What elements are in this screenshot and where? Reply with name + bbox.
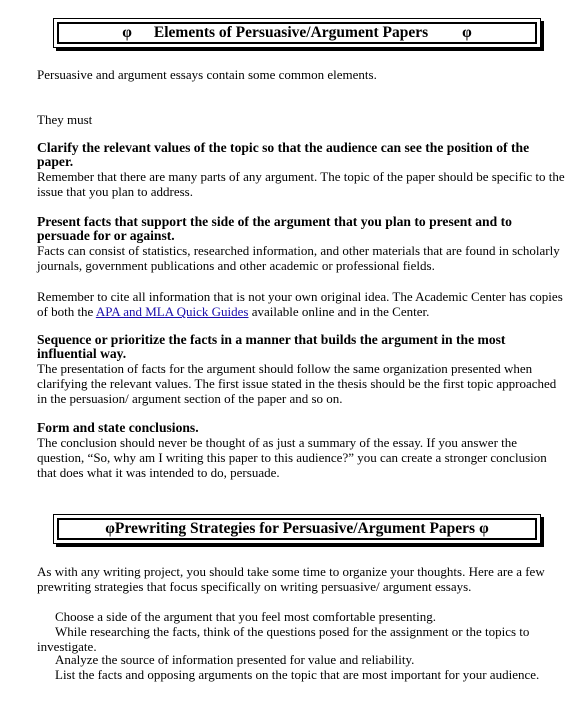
phi-symbol-left: φ bbox=[122, 24, 132, 41]
section-banner-prewriting bbox=[53, 514, 541, 544]
strategy-item bbox=[37, 624, 567, 654]
cite-text-before: Remember to cite all information that is not your own original idea. The Academic Center has copies of both the bbox=[37, 289, 563, 319]
strategy-text: Analyze the source of information presented for value and reliability. bbox=[55, 652, 415, 667]
intro-paragraph: Persuasive and argument essays contain some common elements. bbox=[37, 67, 377, 82]
section-body: The conclusion should never be thought of as just a summary of the essay. If you answer the question, “So, why am I writing this paper to this audience?” you can create a stronger conclusion that does what it was intended to do, persuade. bbox=[37, 435, 547, 480]
banner-title: Prewriting Strategies for Persuasive/Argument Papers bbox=[114, 520, 476, 537]
element-section bbox=[37, 333, 567, 406]
element-section bbox=[37, 215, 567, 273]
banner-frame bbox=[57, 518, 537, 540]
strategy-text: Choose a side of the argument that you feel most comfortable presenting. bbox=[55, 609, 436, 624]
apa-mla-guides-link[interactable]: APA and MLA Quick Guides bbox=[95, 304, 249, 319]
section-body: Facts can consist of statistics, researched information, and other materials that are found in scholarly journals, government publications and other academic or professional fields. bbox=[37, 243, 560, 273]
cite-paragraph bbox=[37, 289, 567, 319]
strategy-item bbox=[37, 652, 567, 667]
section-body: Remember that there are many parts of any argument. The topic of the paper should be specific to the issue that you plan to address. bbox=[37, 169, 565, 199]
phi-symbol-right: φ bbox=[479, 520, 489, 537]
section-body: The presentation of facts for the argument should follow the same organization presented when clarifying the relevant values. The first issue stated in the thesis should be the first topic approached in the persuasion/ argument section of the paper and so on. bbox=[37, 361, 557, 406]
prewriting-intro: As with any writing project, you should take some time to organize your thoughts. Here are a few prewriting strategies that focus specifically on writing persuasive/ argument essays. bbox=[37, 564, 545, 594]
strategy-item bbox=[37, 609, 567, 624]
banner-title: Elements of Persuasive/Argument Papers bbox=[153, 24, 429, 41]
section-heading: Present facts that support the side of the argument that you plan to present and to persuade for or against. bbox=[37, 214, 512, 243]
strategy-text: While researching the facts, think of the questions posed for the assignment or the topics to investigate. bbox=[37, 624, 530, 654]
section-heading: Sequence or prioritize the facts in a manner that builds the argument in the most influential way. bbox=[37, 332, 506, 361]
strategy-text: List the facts and opposing arguments on the topic that are most important for your audience. bbox=[55, 667, 540, 682]
strategy-item bbox=[37, 667, 567, 682]
banner-frame bbox=[57, 22, 537, 44]
they-must-text: They must bbox=[37, 112, 93, 127]
section-banner-elements bbox=[53, 18, 541, 48]
element-section bbox=[37, 141, 567, 199]
phi-symbol-right: φ bbox=[462, 24, 472, 41]
section-heading: Clarify the relevant values of the topic so that the audience can see the position of the paper. bbox=[37, 140, 530, 169]
element-section bbox=[37, 421, 567, 480]
cite-text-after: available online and in the Center. bbox=[248, 304, 430, 319]
phi-symbol-left: φ bbox=[105, 520, 115, 537]
section-heading: Form and state conclusions. bbox=[37, 420, 199, 435]
